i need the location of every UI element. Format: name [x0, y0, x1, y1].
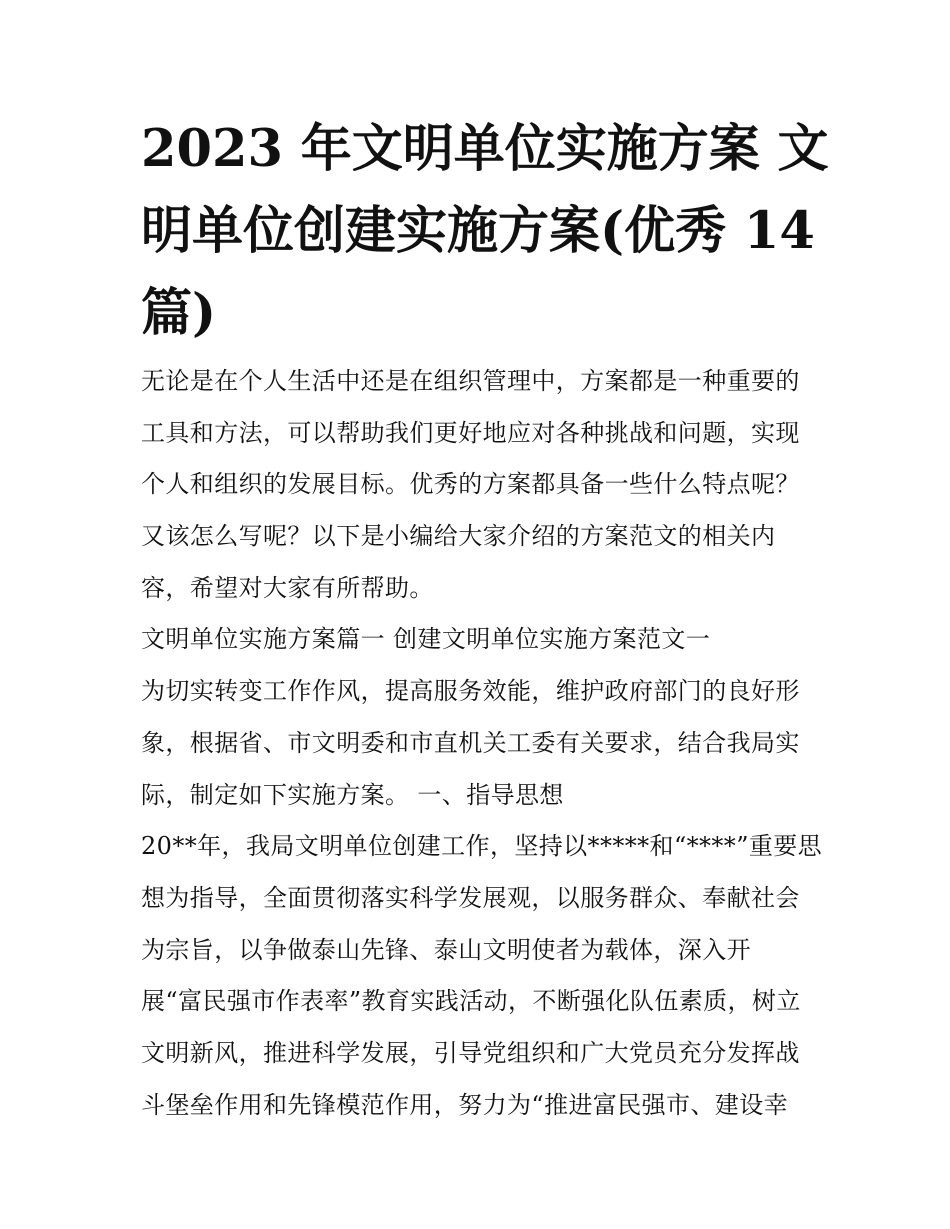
body-line: 为宗旨，以争做泰山先锋、泰山文明使者为载体，深入开	[141, 935, 751, 964]
body-line: 容，希望对大家有所帮助。	[141, 573, 434, 602]
section-heading-line: 文明单位实施方案篇一 创建文明单位实施方案范文一	[141, 625, 711, 654]
title-line-1: 2023 年文明单位实施方案 文	[141, 119, 829, 179]
body-line: 为切实转变工作作风，提高服务效能，维护政府部门的良好形	[141, 677, 800, 706]
body-line: 展“富民强市作表率”教育实践活动，不断强化队伍素质，树立	[141, 987, 801, 1016]
document-body	[141, 356, 821, 1131]
body-line: 20**年，我局文明单位创建工作，坚持以*****和“****”重要思	[141, 832, 823, 861]
document-title	[141, 108, 829, 354]
body-line: 际，制定如下实施方案。 一、指导思想	[141, 780, 564, 809]
body-line: 想为指导，全面贯彻落实科学发展观，以服务群众、奉献社会	[141, 883, 800, 912]
body-line: 工具和方法，可以帮助我们更好地应对各种挑战和问题，实现	[141, 418, 800, 447]
title-line-3: 篇)	[141, 283, 217, 343]
body-line: 象，根据省、市文明委和市直机关工委有关要求，结合我局实	[141, 728, 800, 757]
title-line-2: 明单位创建实施方案(优秀 14	[141, 201, 815, 261]
body-line: 无论是在个人生活中还是在组织管理中，方案都是一种重要的	[141, 367, 800, 395]
body-line: 个人和组织的发展目标。优秀的方案都具备一些什么特点呢？	[141, 470, 800, 499]
body-line: 斗堡垒作用和先锋模范作用，努力为“推进富民强市、建设幸	[141, 1090, 789, 1119]
body-line: 又该怎么写呢？以下是小编给大家介绍的方案范文的相关内	[141, 522, 776, 551]
body-line: 文明新风，推进科学发展，引导党组织和广大党员充分发挥战	[141, 1038, 800, 1067]
